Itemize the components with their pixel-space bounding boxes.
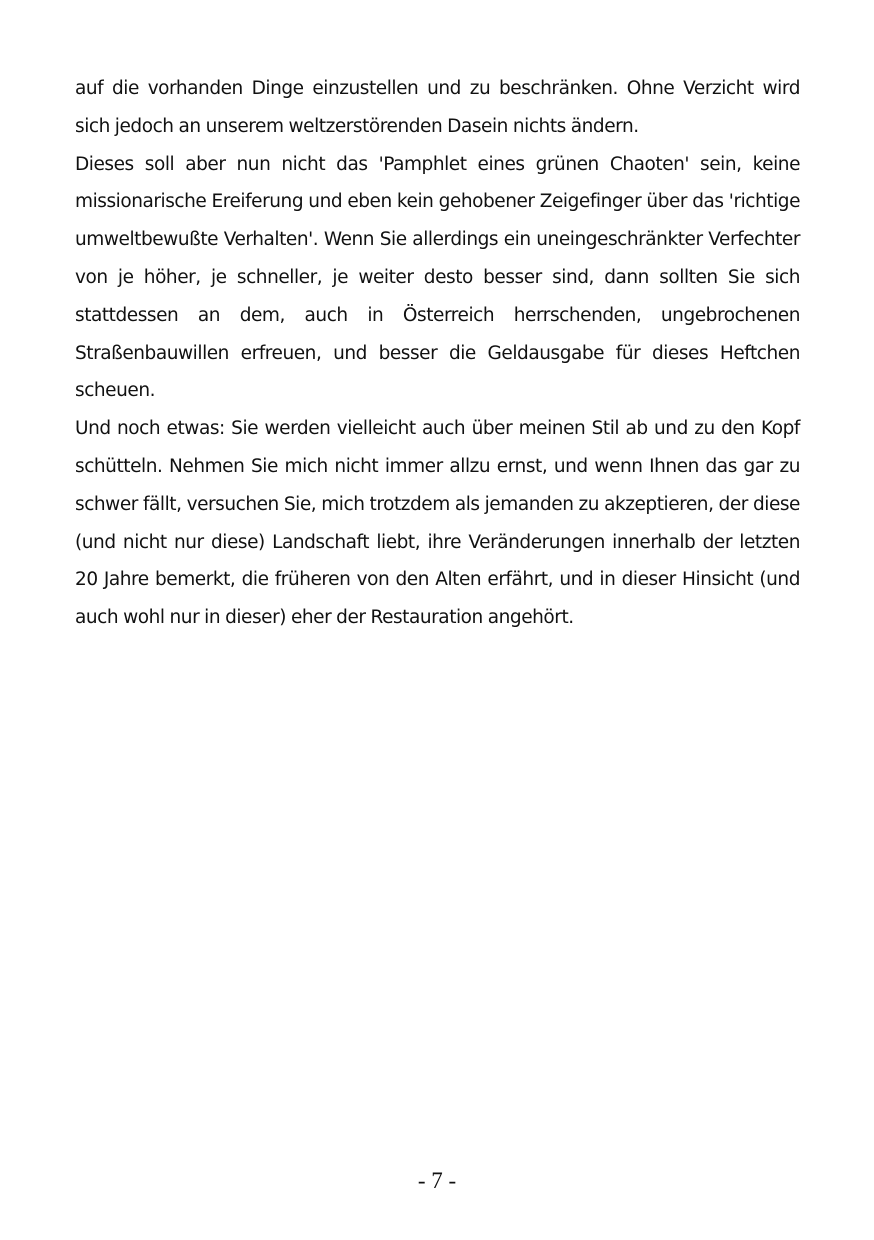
body-text bbox=[75, 70, 800, 637]
paragraph-1: auf die vorhanden Dinge einzustellen und zu beschränken. Ohne Verzicht wird sich jedoch an unserem weltzerstörenden Dasein nichts ändern. bbox=[75, 78, 800, 137]
paragraph-3: Und noch etwas: Sie werden vielleicht auch über meinen Stil ab und zu den Kopf schütteln. Nehmen Sie mich nicht immer allzu ernst, und wenn Ihnen das gar zu schwer fällt, versuchen Sie, mich trotzdem als jemanden zu akzeptieren, der diese (und nicht nur diese) Landschaft liebt, ihre Veränderungen innerhalb der letzten 20 Jahre bemerkt, die früheren von den Alten erfährt, und in dieser Hinsicht (und auch wohl nur in dieser) eher der Restauration angehört. bbox=[75, 418, 800, 629]
page-number: - 7 - bbox=[417, 1168, 457, 1193]
paragraph-2: Dieses soll aber nun nicht das 'Pamphlet eines grünen Chaoten' sein, keine missionarische Ereiferung und eben kein gehobener Zeigefinger über das 'richtige umweltbewußte Verhalten'. Wenn Sie allerdings ein uneingeschränkter Verfechter von je höher, je schneller, je weiter desto besser sind, dann sollten Sie sich stattdessen an dem, auch in Österreich herrschenden, ungebrochenen Straßenbauwillen erfreuen, und besser die Geldausgabe für dieses Heftchen scheuen. bbox=[75, 153, 800, 402]
